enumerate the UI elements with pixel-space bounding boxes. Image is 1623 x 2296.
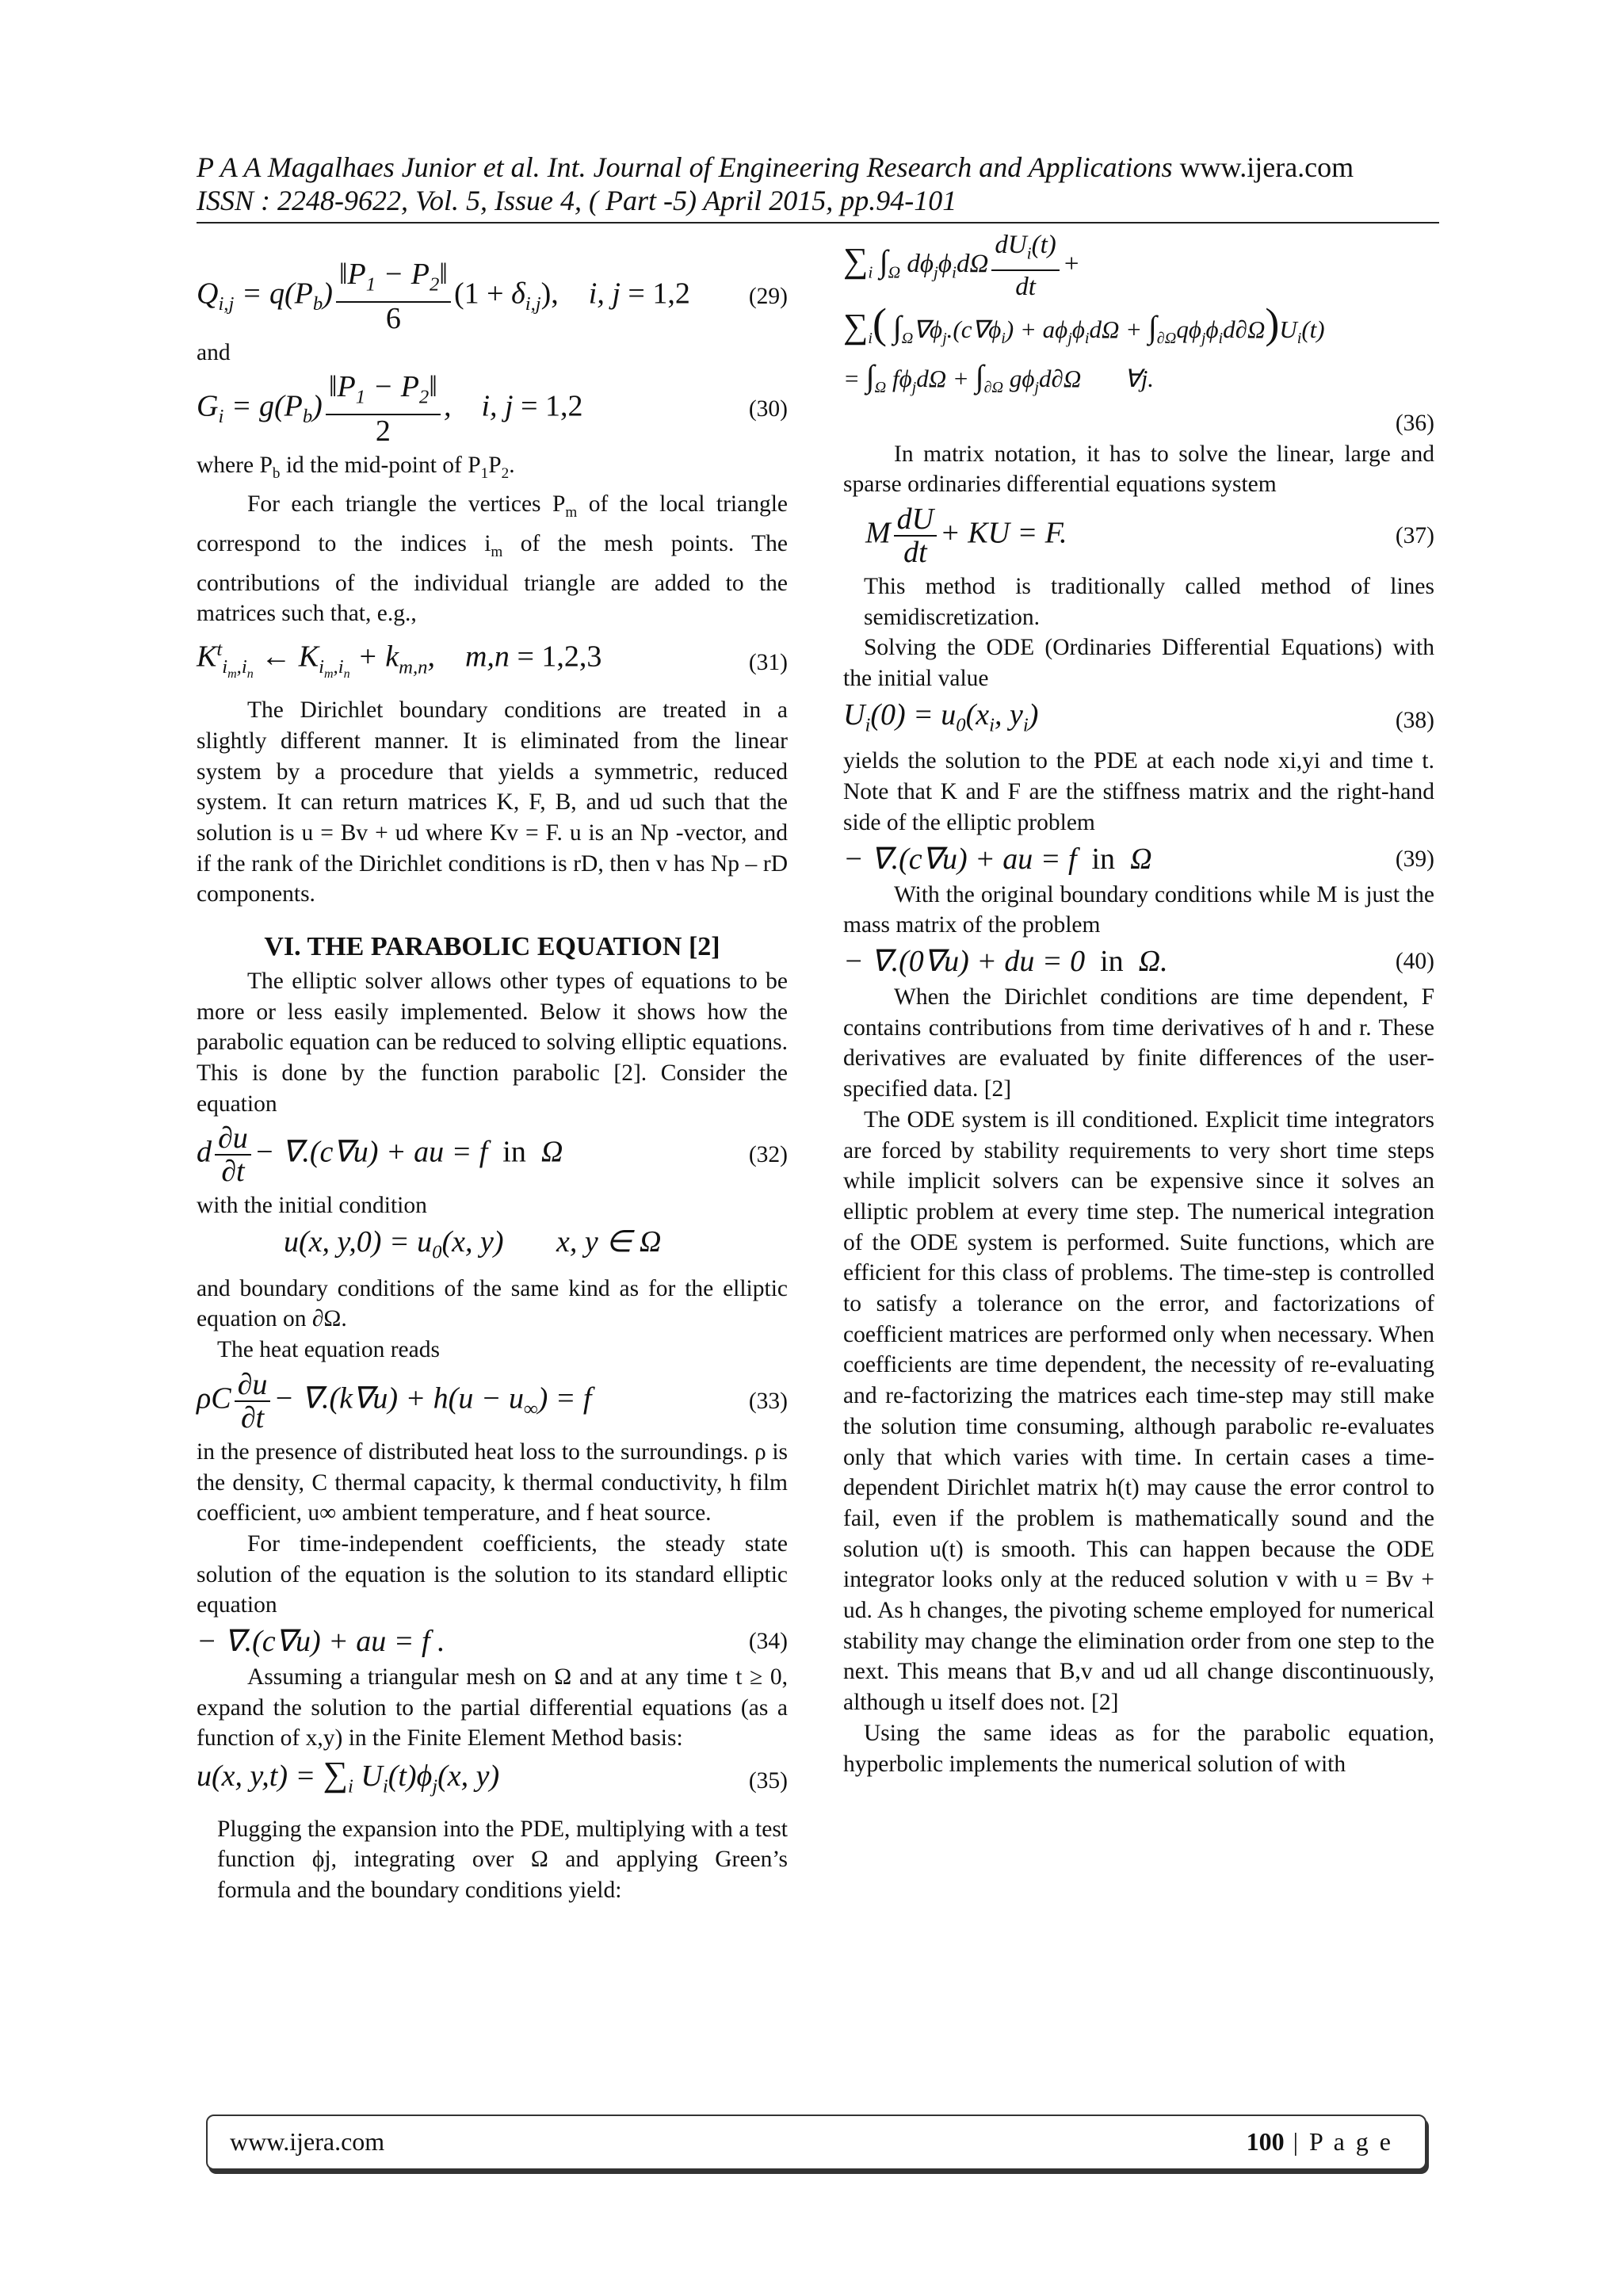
footer-page-number: 100 | P a g e (1246, 2127, 1393, 2156)
paragraph-original-boundary: With the original boundary conditions while M is just the mass matrix of the problem (843, 881, 1434, 938)
left-column (197, 255, 788, 1906)
paragraph-ode-ill-conditioned: The ODE system is ill conditioned. Explicit time integrators are forced by stability requirements to very short time steps while implicit solvers can be expensive since it solves an elliptic problem at every time step. The numerical integration of the ODE system is performed. Suite functions, which are efficient for this class of problems. The time-step is controlled to satisfy a tolerance on the error, and factorizations of coefficient matrices are performed only when necessary. When coefficients are time dependent, the necessity of re-evaluating and re-factorizing the matrices each time-step may still make the solution time consuming, although parabolic re-evaluates only that which varies with time. In certain cases a time-dependent Dirichlet matrix h(t) may cause the error control to fail, even if the problem is mathematically sound and the solution u(t) is smooth. This can happen because the ODE integrator looks only at the reduced solution v with u = Bv + ud. As h changes, the pivoting scheme employed for numerical stability may change the elimination order from one step to the next. This means that B,v and ud all change discontinuously, although u itself does not. [2] (843, 1106, 1434, 1716)
paragraph-where-pb: where $P_b$ id the mid-point of $P_1P_2$. (197, 452, 515, 482)
paragraph-dirichlet: The Dirichlet boundary conditions are treated in a slightly different manner. It is eliminated from the linear system by a procedure that yields a symmetric, reduced system. It can return matrices K, F, B, and ud such that the solution is u = Bv + ud where Kv = F. u is an Np -vector, and if the rank of the Dirichlet conditions is rD, then v has Np – rD components. (197, 697, 788, 907)
equation-number: (39) (1395, 846, 1434, 872)
paragraph-each-triangle: For each triangle the vertices $P_m$ of the local triangle correspond to the indices $i_m$ of the mesh points. The contributions of the individual triangle are added to the matrices such that, e.g., (197, 491, 788, 627)
equation-number: (35) (748, 1767, 788, 1794)
footer-site-link[interactable]: www.ijera.com (230, 2127, 385, 2156)
paragraph-solving: Solving the ODE (Ordinaries Differential Equations) with the initial value (843, 635, 1434, 692)
equation-36-line-3: = $\int_\Omega$ $f\phi_jd\Omega + \int_{\partial\Omega}$ $g\phi_jd\partial\Omega$ ∀j. (843, 357, 1155, 396)
equation-number: (32) (748, 1142, 788, 1168)
equation-number: (34) (748, 1629, 788, 1655)
paragraph-assuming: Assuming a triangular mesh on Ω and at any time t ≥ 0, expand the solution to the partial differential equations (as a function of x,y) in the Finite Element Method basis: (197, 1664, 788, 1752)
equation-40: − ∇.(0∇u) + du = 0 in Ω. (40) (843, 945, 1434, 978)
equation-32: d $\frac{\partial u}{\partial t}$ − ∇.(c∇u) + au = f in Ω (32) (197, 1121, 788, 1189)
equation-number: (40) (1395, 949, 1434, 974)
header-line-2: ISSN : 2248-9622, Vol. 5, Issue 4, ( Part -5) April 2015, pp.94-101 (197, 185, 957, 216)
paragraph-plugging: Plugging the expansion into the PDE, multiplying with a test function ϕj, integrating over Ω and applying Green’s formula and the boundary conditions yield: (217, 1816, 788, 1904)
equation-36-line-2: $\sum_i$( $\int_\Omega\nabla\phi_j.(c\nabla\phi_i) + a\phi_j\phi_id\Omega + \int_{\partial\Omega}q\phi_j\phi_id\partial\Omega)U_i(t)$ (843, 299, 1325, 347)
equation-34: − ∇.(c∇u) + au = f . (34) (197, 1625, 788, 1659)
page-footer (206, 2115, 1426, 2170)
paragraph-presence: in the presence of distributed heat loss to the surroundings. ρ is the density, C thermal capacity, k thermal conductivity, h film coefficient, u∞ ambient temperature, and f heat source. (197, 1438, 788, 1526)
equation-33: ρC $\frac{\partial u}{\partial t}$ − $\nabla.(k\nabla u) + h(u - u_\infty) = f$ (33) (197, 1367, 788, 1435)
equation-31: $K^t_{i_m,i_n}$ ← $K_{i_m,i_n} + k_{m,n}$, m,n = 1,2,3 (31) (197, 639, 788, 682)
text-heat-reads: The heat equation reads (217, 1337, 440, 1363)
paragraph-yields: yields the solution to the PDE at each node xi,yi and time t. Note that K and F are the stiffness matrix and the right-hand side of the elliptic problem (843, 748, 1434, 835)
paragraph-matrix-notation: In matrix notation, it has to solve the linear, large and sparse ordinaries differential equations system (843, 441, 1434, 498)
equation-38: $U_i(0) = u_0(x_i$, $y_i$) (38) (843, 697, 1434, 743)
equation-initial-condition: u(x, $y,0) = u_0(x$, y) x, y ∈ Ω (284, 1225, 662, 1263)
equation-30: $G_i = g(P_b)$ $\frac{‖P_1 - P_2‖}{2}$ , i, j = 1,2 (30) (197, 370, 788, 448)
text-with-initial: with the initial condition (197, 1193, 427, 1219)
header-site[interactable]: www.ijera.com (1179, 151, 1354, 183)
equation-number: (30) (748, 396, 788, 422)
paragraph-boundary: and boundary conditions of the same kind as for the elliptic equation on ∂Ω. (197, 1275, 788, 1332)
equation-37: M $\frac{dU}{dt}$ + KU = F. (37) (865, 502, 1434, 570)
section-title: VI. THE PARABOLIC EQUATION [2] (264, 932, 720, 962)
equation-29: $Q_{i,j} = q(P_b)$ $\frac{‖P_1 - P_2‖}{6}$ $(1 + \delta_{i,j})$, i, j = 1,2 (29) (197, 258, 788, 335)
equation-number: (31) (748, 649, 788, 675)
equation-number: (33) (748, 1388, 788, 1414)
equation-number: (29) (748, 283, 788, 309)
header-line-1 (197, 151, 1439, 184)
header-citation: P A A Magalhaes Junior et al. Int. Journal of Engineering Research and Applications (197, 151, 1173, 183)
right-column (843, 226, 1434, 1779)
running-header (197, 151, 1439, 223)
equation-number-36: (36) (1395, 410, 1434, 436)
paragraph-elliptic-solver: The elliptic solver allows other types of equations to be more or less easily implemented. Below it shows how the parabolic equation can be reduced to solving elliptic equations. This is done by the function parabolic [2]. Consider the equation (197, 968, 788, 1117)
equation-39: − ∇.(c∇u) + au = f in Ω (39) (843, 842, 1434, 876)
paragraph-time-independent: For time-independent coefficients, the steady state solution of the equation is the solution to its standard elliptic equation (197, 1530, 788, 1618)
equation-number: (37) (1395, 523, 1434, 549)
paragraph-method-of-lines: This method is traditionally called method of lines semidiscretization. (864, 574, 1434, 630)
equation-36-line-1: $\sum_i$ $\int_\Omega$ $d\phi_j\phi_id\Omega$ $\frac{dU_i(t)}{dt}$ + (843, 231, 1081, 301)
text-and: and (197, 339, 231, 365)
paragraph-using-same: Using the same ideas as for the parabolic equation, hyperbolic implements the numerical solution of with (843, 1720, 1434, 1777)
paragraph-when-dirichlet: When the Dirichlet conditions are time dependent, F contains contributions from time derivatives of h and r. These derivatives are evaluated by finite differences of the user-specified data. [2] (843, 984, 1434, 1102)
equation-35: u(x, $y,t) = \sum_i$ $U_i(t)\phi_j(x$, y) (35) (197, 1755, 788, 1797)
equation-number: (38) (1395, 707, 1434, 733)
